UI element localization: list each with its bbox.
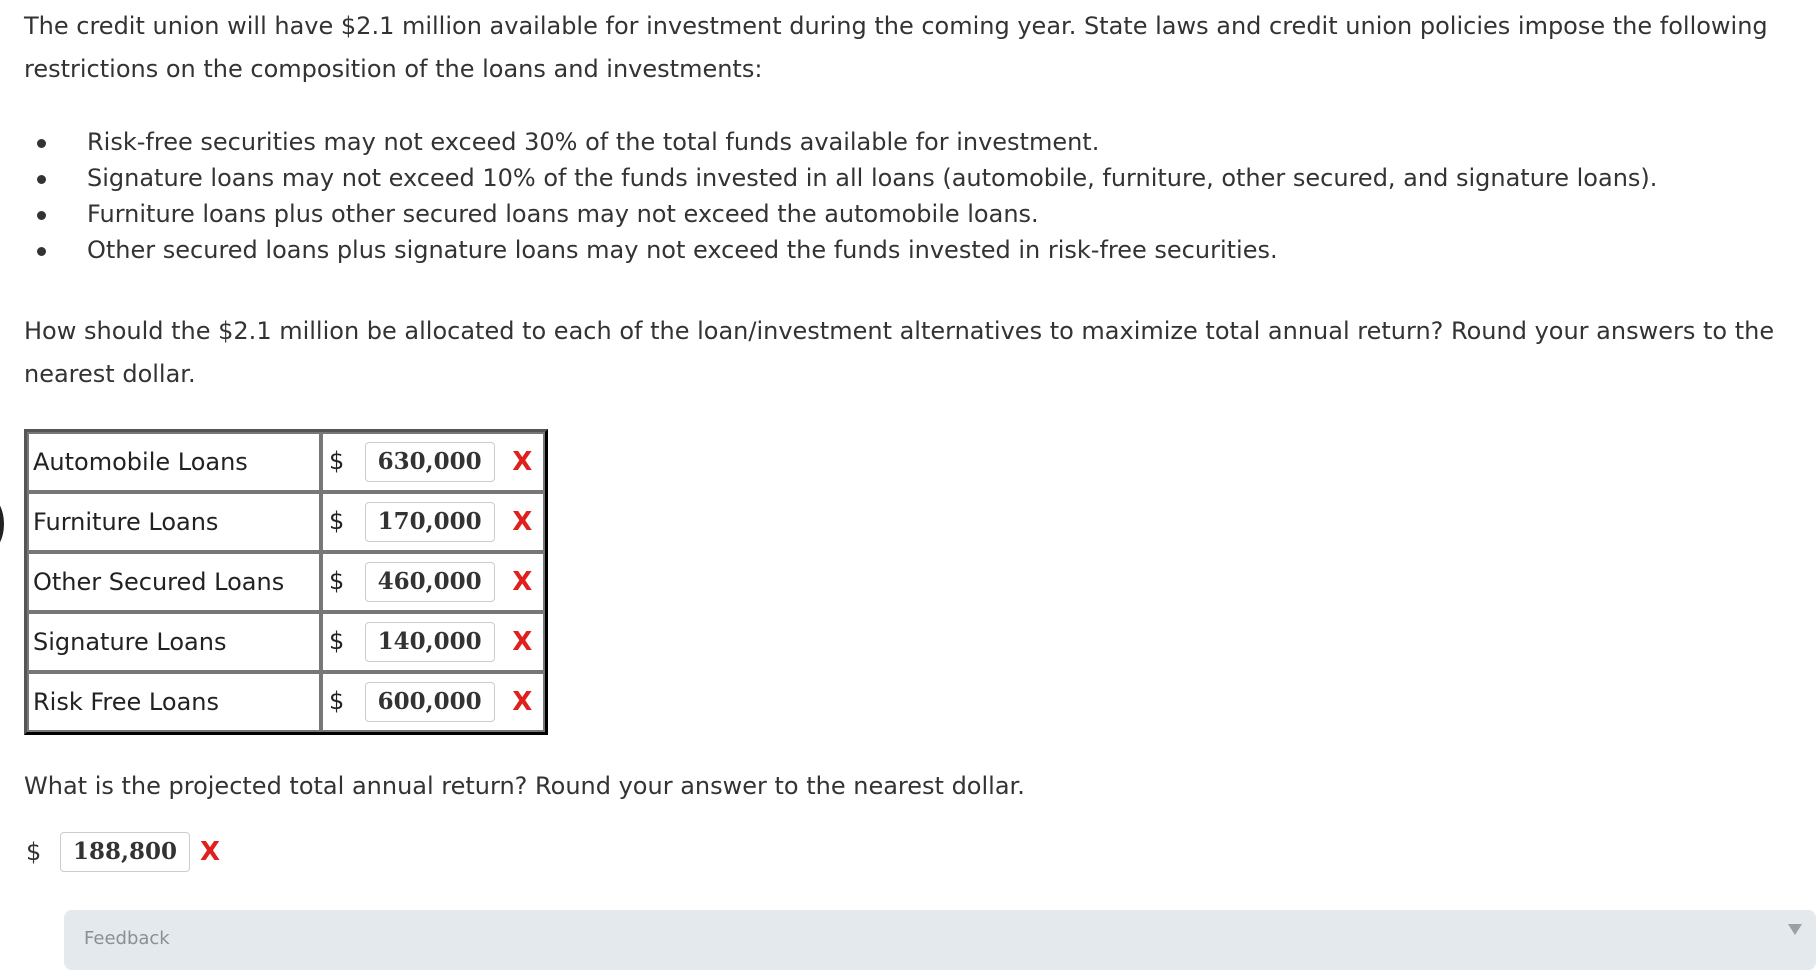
bullet-icon	[37, 175, 46, 184]
restriction-item	[0, 232, 1657, 268]
allocation-table	[24, 429, 548, 735]
currency-symbol: $	[329, 567, 345, 595]
incorrect-x-icon: X	[512, 447, 533, 477]
table-row	[27, 432, 545, 492]
restriction-text: Furniture loans plus other secured loans may not exceed the automobile loans.	[87, 200, 1039, 228]
allocation-question: How should the $2.1 million be allocated to each of the loan/investment alternatives to maximize total annual return? Round your answers to the nearest dollar.	[24, 317, 1775, 388]
table-row	[27, 612, 545, 672]
row-label: Risk Free Loans	[27, 672, 321, 732]
incorrect-x-icon: X	[199, 837, 221, 867]
risk-free-loans-input[interactable]: 600,000	[365, 682, 495, 722]
bullet-icon	[37, 139, 46, 148]
table-row	[27, 672, 545, 732]
restriction-text: Signature loans may not exceed 10% of the funds invested in all loans (automobile, furniture, other secured, and signature loans).	[87, 164, 1658, 192]
row-label: Furniture Loans	[27, 492, 321, 552]
answer-cell	[321, 672, 545, 732]
feedback-label: Feedback	[84, 928, 170, 949]
incorrect-x-icon: X	[512, 687, 533, 717]
restriction-text: Risk-free securities may not exceed 30% of the total funds available for investment.	[87, 128, 1100, 156]
currency-symbol: $	[329, 507, 345, 535]
triangle-down-icon[interactable]	[1788, 924, 1802, 935]
answer-cell	[321, 432, 545, 492]
currency-symbol: $	[329, 687, 345, 715]
furniture-loans-input[interactable]: 170,000	[365, 502, 495, 542]
return-question: What is the projected total annual return? Round your answer to the nearest dollar.	[24, 772, 1025, 800]
table-row	[27, 492, 545, 552]
incorrect-x-icon: X	[512, 567, 533, 597]
restriction-item	[0, 124, 1657, 160]
answer-cell	[321, 612, 545, 672]
answer-cell	[321, 552, 545, 612]
feedback-panel[interactable]	[64, 910, 1816, 970]
currency-symbol: $	[26, 838, 42, 866]
row-label: Other Secured Loans	[27, 552, 321, 612]
answer-cell	[321, 492, 545, 552]
signature-loans-input[interactable]: 140,000	[365, 622, 495, 662]
restriction-text: Other secured loans plus signature loans may not exceed the funds invested in risk-free securities.	[87, 236, 1278, 264]
bullet-icon	[37, 211, 46, 220]
currency-symbol: $	[329, 627, 345, 655]
bullet-icon	[37, 247, 46, 256]
restrictions-list	[0, 124, 1657, 268]
partial-circle-marker	[0, 497, 4, 551]
row-label: Automobile Loans	[27, 432, 321, 492]
automobile-loans-input[interactable]: 630,000	[365, 442, 495, 482]
restriction-item	[0, 196, 1657, 232]
other-secured-loans-input[interactable]: 460,000	[365, 562, 495, 602]
problem-intro: The credit union will have $2.1 million available for investment during the coming year. State laws and credit union policies impose the following restrictions on the composition of the loans and investments:	[24, 12, 1768, 83]
total-return-input[interactable]: 188,800	[60, 832, 190, 872]
table-row	[27, 552, 545, 612]
row-label: Signature Loans	[27, 612, 321, 672]
currency-symbol: $	[329, 447, 345, 475]
restriction-item	[0, 160, 1657, 196]
incorrect-x-icon: X	[512, 627, 533, 657]
incorrect-x-icon: X	[512, 507, 533, 537]
total-return-answer	[24, 830, 230, 874]
